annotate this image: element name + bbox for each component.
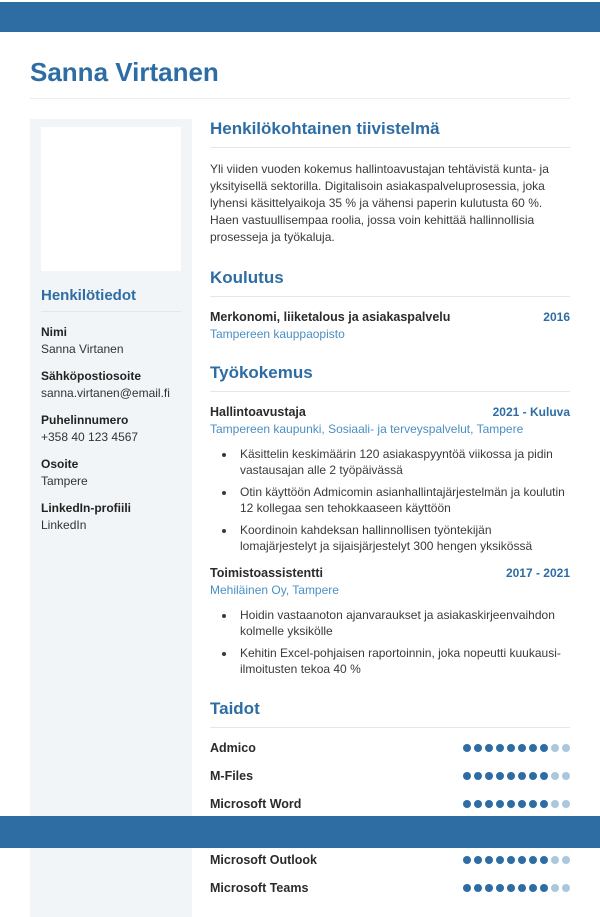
skill-name: Admico: [210, 741, 256, 755]
skill-row: [210, 853, 570, 867]
education-entry-head: [210, 310, 570, 324]
main-column: [210, 119, 570, 917]
summary-heading: Henkilökohtainen tiivistelmä: [210, 119, 570, 148]
bullet-item: • Koordinoin kahdeksan hallinnollisen työntekijän lomajärjestelyt ja sijaisjärjestelyt 300 hengen yksikössä: [236, 522, 570, 554]
photo-placeholder: [41, 127, 181, 271]
dot-filled-icon: [518, 744, 526, 752]
skill-name: M-Files: [210, 769, 254, 783]
skill-rating-dots: [463, 772, 570, 780]
section-skills: [210, 699, 570, 895]
education-entries: [210, 310, 570, 341]
sidebar: [30, 119, 192, 917]
dot-filled-icon: [507, 856, 515, 864]
dot-empty-icon: [551, 744, 559, 752]
dot-filled-icon: [474, 884, 482, 892]
job-title: Toimistoassistentti: [210, 566, 323, 580]
dot-filled-icon: [507, 884, 515, 892]
content-columns: [30, 119, 570, 917]
dot-filled-icon: [496, 800, 504, 808]
dot-filled-icon: [540, 800, 548, 808]
dot-filled-icon: [507, 800, 515, 808]
job-date: 2021 - Kuluva: [492, 405, 570, 419]
skill-rating-dots: [463, 744, 570, 752]
top-accent-bar: [0, 2, 600, 32]
page-title: Sanna Virtanen: [30, 57, 219, 87]
contact-field-label: Osoite: [41, 457, 79, 471]
bullet-item: • Otin käyttöön Admicomin asianhallintajärjestelmän ja koulutin 12 kollegaa sen tehokkaaseen käyttöön: [236, 484, 570, 516]
experience-entry: [210, 405, 570, 554]
skill-row: [210, 769, 570, 783]
dot-empty-icon: [562, 884, 570, 892]
contact-field-label: LinkedIn-profiili: [41, 501, 131, 515]
dot-empty-icon: [551, 772, 559, 780]
dot-filled-icon: [474, 856, 482, 864]
dot-filled-icon: [485, 744, 493, 752]
dot-empty-icon: [562, 800, 570, 808]
dot-filled-icon: [507, 744, 515, 752]
achievement-list: [236, 607, 570, 677]
degree-title: Merkonomi, liiketalous ja asiakaspalvelu: [210, 310, 451, 324]
experience-entry: [210, 566, 570, 677]
bottom-accent-bar: [0, 816, 600, 848]
dot-filled-icon: [540, 884, 548, 892]
skill-name: Microsoft Teams: [210, 881, 309, 895]
contact-field-label: Nimi: [41, 325, 68, 339]
skill-row: [210, 797, 570, 811]
bullet-item: • Käsittelin keskimäärin 120 asiakaspyyntöä viikossa ja pidin vastausajan alle 2 työpäivässä: [236, 446, 570, 478]
contact-field-value: LinkedIn: [41, 518, 87, 532]
dot-filled-icon: [485, 800, 493, 808]
dot-filled-icon: [474, 772, 482, 780]
job-date: 2017 - 2021: [505, 566, 570, 580]
summary-text: Yli viiden vuoden kokemus hallintoavustajan tehtävistä kunta- ja yksityisellä sektorilla. Digitalisoin asiakaspalveluprosessia, joka lyhensi käsittelyaikoja 35 % ja vähensi paperin kulutusta 60 %. Haen vastuullisempaa roolia, jossa voin kehittää hallinnollisia prosesseja ja työkaluja.: [210, 162, 549, 244]
contact-field-value: +358 40 123 4567: [41, 430, 139, 444]
dot-filled-icon: [518, 800, 526, 808]
dot-filled-icon: [463, 884, 471, 892]
dot-empty-icon: [551, 856, 559, 864]
dot-filled-icon: [463, 800, 471, 808]
skill-rating-dots: [463, 800, 570, 808]
school-name: Tampereen kauppaopisto: [210, 327, 345, 341]
dot-filled-icon: [496, 856, 504, 864]
experience-entries: [210, 405, 570, 677]
dot-filled-icon: [529, 800, 537, 808]
dot-filled-icon: [485, 856, 493, 864]
skill-row: [210, 881, 570, 895]
dot-filled-icon: [540, 856, 548, 864]
skill-row: [210, 741, 570, 755]
section-experience: [210, 363, 570, 677]
dot-filled-icon: [507, 772, 515, 780]
achievement-list: [236, 446, 570, 554]
job-title: Hallintoavustaja: [210, 405, 306, 419]
contact-field: [41, 457, 181, 488]
dot-filled-icon: [474, 800, 482, 808]
education-entry: [210, 310, 570, 341]
dot-filled-icon: [529, 856, 537, 864]
skill-rating-dots: [463, 884, 570, 892]
dot-filled-icon: [485, 884, 493, 892]
contact-field-label: Sähköpostiosoite: [41, 369, 142, 383]
header-divider: [30, 98, 570, 99]
dot-filled-icon: [540, 744, 548, 752]
skill-name: Microsoft Outlook: [210, 853, 317, 867]
dot-empty-icon: [562, 744, 570, 752]
dot-empty-icon: [551, 884, 559, 892]
dot-filled-icon: [463, 856, 471, 864]
dot-filled-icon: [518, 884, 526, 892]
dot-filled-icon: [518, 856, 526, 864]
contact-field: [41, 413, 181, 444]
dot-filled-icon: [485, 772, 493, 780]
experience-entry-head: [210, 566, 570, 580]
contact-field: [41, 369, 181, 400]
section-summary: [210, 119, 570, 246]
contact-field: [41, 325, 181, 356]
contact-field-label: Puhelinnumero: [41, 413, 129, 427]
dot-filled-icon: [529, 884, 537, 892]
contact-field-value: Tampere: [41, 474, 88, 488]
dot-filled-icon: [474, 744, 482, 752]
dot-empty-icon: [562, 772, 570, 780]
dot-empty-icon: [551, 800, 559, 808]
experience-heading: Työkokemus: [210, 363, 570, 392]
experience-entry-head: [210, 405, 570, 419]
skill-name: Microsoft Word: [210, 797, 302, 811]
dot-empty-icon: [562, 856, 570, 864]
contact-fields: [41, 325, 181, 532]
education-date: 2016: [543, 310, 570, 324]
dot-filled-icon: [463, 744, 471, 752]
dot-filled-icon: [529, 744, 537, 752]
dot-filled-icon: [496, 772, 504, 780]
contact-field: [41, 501, 181, 532]
contact-field-value: sanna.virtanen@email.fi: [41, 386, 170, 400]
skills-heading: Taidot: [210, 699, 570, 728]
bullet-item: • Hoidin vastaanoton ajanvaraukset ja asiakaskirjeenvaihdon kolmelle yksikölle: [236, 607, 570, 639]
dot-filled-icon: [496, 884, 504, 892]
section-education: [210, 268, 570, 341]
education-heading: Koulutus: [210, 268, 570, 297]
employer-name: Tampereen kaupunki, Sosiaali- ja terveyspalvelut, Tampere: [210, 422, 524, 436]
skill-rating-dots: [463, 856, 570, 864]
sidebar-heading: Henkilötiedot: [41, 287, 181, 312]
dot-filled-icon: [518, 772, 526, 780]
dot-filled-icon: [529, 772, 537, 780]
bullet-item: • Kehitin Excel-pohjaisen raportoinnin, joka nopeutti kuukausi-ilmoitusten tekoa 40 %: [236, 645, 570, 677]
dot-filled-icon: [463, 772, 471, 780]
dot-filled-icon: [496, 744, 504, 752]
employer-name: Mehiläinen Oy, Tampere: [210, 583, 339, 597]
dot-filled-icon: [540, 772, 548, 780]
contact-field-value: Sanna Virtanen: [41, 342, 124, 356]
